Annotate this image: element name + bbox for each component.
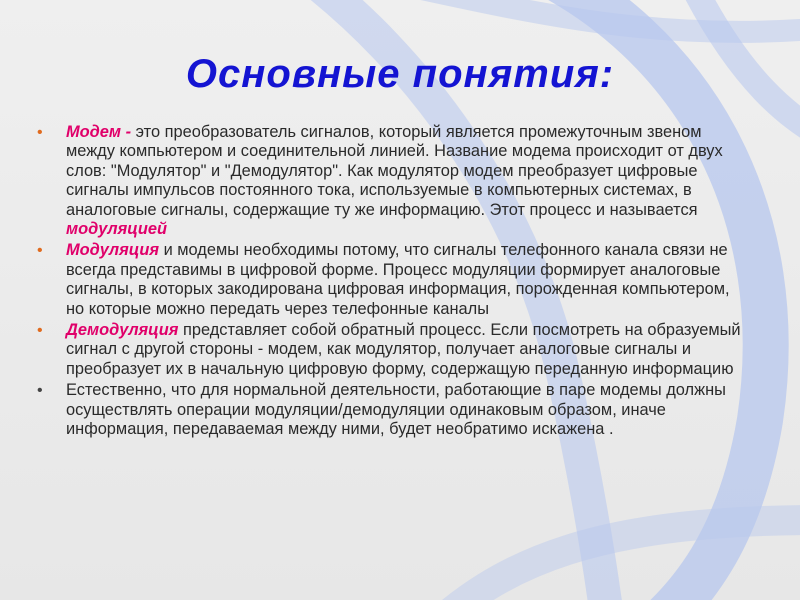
term-modem: Модем -	[66, 123, 132, 141]
bullet-text: представляет собой обратный процесс. Если посмотреть на образуемый сигнал с другой стороны - модем, как модулятор, получает аналоговые сигналы и преобразует их в начальную цифровую форму, содержащую переданную информацию	[66, 321, 741, 378]
bullet-list	[36, 123, 748, 442]
bullet-text: и модемы необходимы потому, что сигналы телефонного канала связи не всегда представимы в цифровой форме. Процесс модуляции формирует аналоговые сигналы, в которых закодирована цифровая информация, порожденная компьютером, но которые можно передать через телефонные каналы	[66, 241, 730, 318]
bullet-demodulation	[36, 321, 748, 379]
bullet-marker: •	[37, 322, 43, 340]
slide-title: Основные понятия:	[185, 52, 615, 96]
bullet-marker: •	[37, 382, 43, 400]
bullet-modulation	[36, 241, 748, 319]
term-modulation: Модуляция	[66, 241, 160, 260]
bullet-marker: •	[37, 124, 43, 141]
bullet-text: это преобразователь сигналов, который является промежуточным звеном между компьютером и соединительной линией. Название модема происходит от двух слов: "Модулятор" и "Демодулятор". Как модулятор модем преобразует цифровые сигналы импульсов постоянного тока, используемые в компьютерных системах, в аналоговые сигналы, содержащие ту же информацию. Этот процесс и называется	[66, 123, 723, 219]
bullet-modem	[36, 123, 748, 239]
term-modulation-inline: модуляцией	[66, 220, 167, 239]
bullet-marker: •	[37, 242, 43, 260]
bullet-conclusion	[36, 381, 748, 439]
bullet-text: Естественно, что для нормальной деятельности, работающие в паре модемы должны осуществлять операции модуляции/демодуляции одинаковым образом, иначе информация, передаваемая между ними, будет необратимо искажена .	[66, 381, 726, 439]
term-demodulation: Демодуляция	[66, 321, 179, 340]
